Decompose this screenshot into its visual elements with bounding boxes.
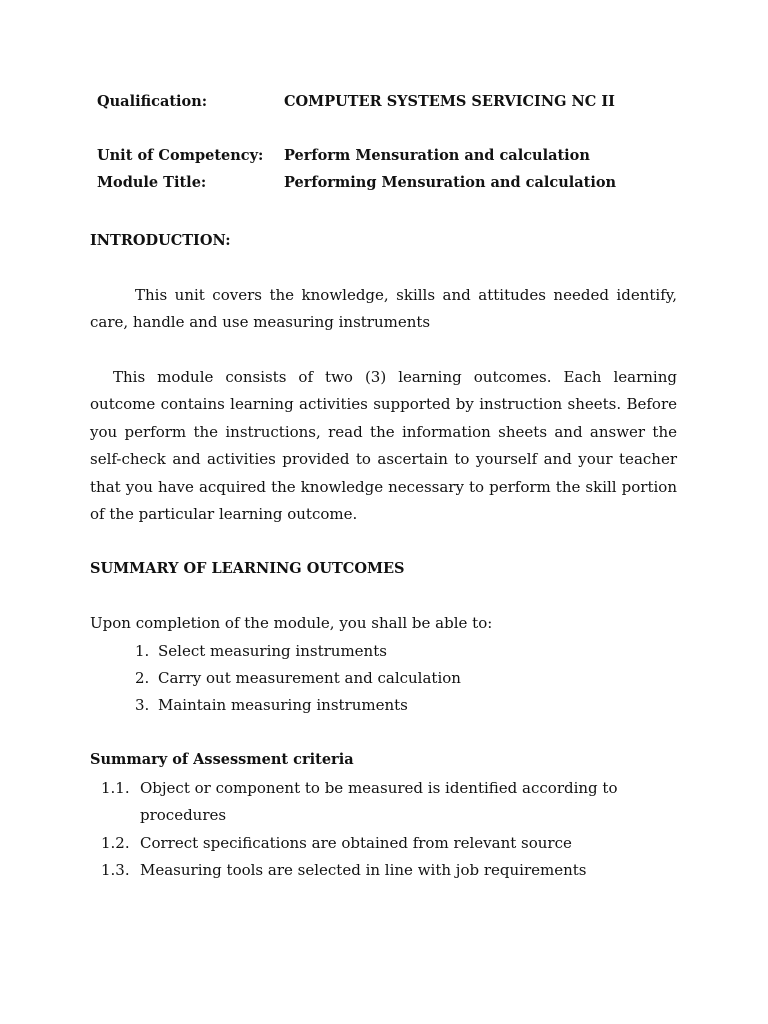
list-item-text: Select measuring instruments [158,642,387,660]
unit-of-competency-value: Perform Mensuration and calculation [284,147,590,164]
module-title-value: Performing Mensuration and calculation [284,174,617,191]
module-title-label: Module Title: [97,174,207,191]
criteria-item-number: 1.1. [101,779,130,797]
qualification-value: COMPUTER SYSTEMS SERVICING NC II [284,93,615,110]
introduction-heading: INTRODUCTION: [90,232,231,249]
introduction-paragraph-1: This unit covers the knowledge, skills and attitudes needed identify, care, handle and use measuring instruments [90,286,677,332]
criteria-item-text: Correct specifications are obtained from relevant source [140,834,572,852]
list-item-number: 2. [135,669,150,687]
list-item-text: Maintain measuring instruments [158,696,408,714]
assessment-criteria-heading: Summary of Assessment criteria [90,751,354,768]
criteria-item-text-continued: procedures [140,806,227,824]
criteria-item-number: 1.3. [101,861,130,879]
list-item-number: 3. [135,696,150,714]
unit-of-competency-label: Unit of Competency: [97,147,264,164]
list-item-number: 1. [135,642,150,660]
summary-outcomes-heading: SUMMARY OF LEARNING OUTCOMES [90,560,405,577]
list-item-text: Carry out measurement and calculation [158,669,461,687]
criteria-item-text: Object or component to be measured is identified according to [140,779,618,797]
qualification-label: Qualification: [97,93,208,110]
criteria-item-number: 1.2. [101,834,130,852]
summary-intro-text: Upon completion of the module, you shall be able to: [90,614,493,632]
introduction-paragraph-2: This module consists of two (3) learning outcomes. Each learning outcome contains learning activities supported by instruction sheets. Before you perform the instructions, read the information sheets and answer the self-check and activities provided to ascertain to yourself and your teacher that you have acquired the knowledge necessary to perform the skill portion of the particular learning outcome. [90,368,677,524]
criteria-item-text: Measuring tools are selected in line with job requirements [140,861,587,879]
